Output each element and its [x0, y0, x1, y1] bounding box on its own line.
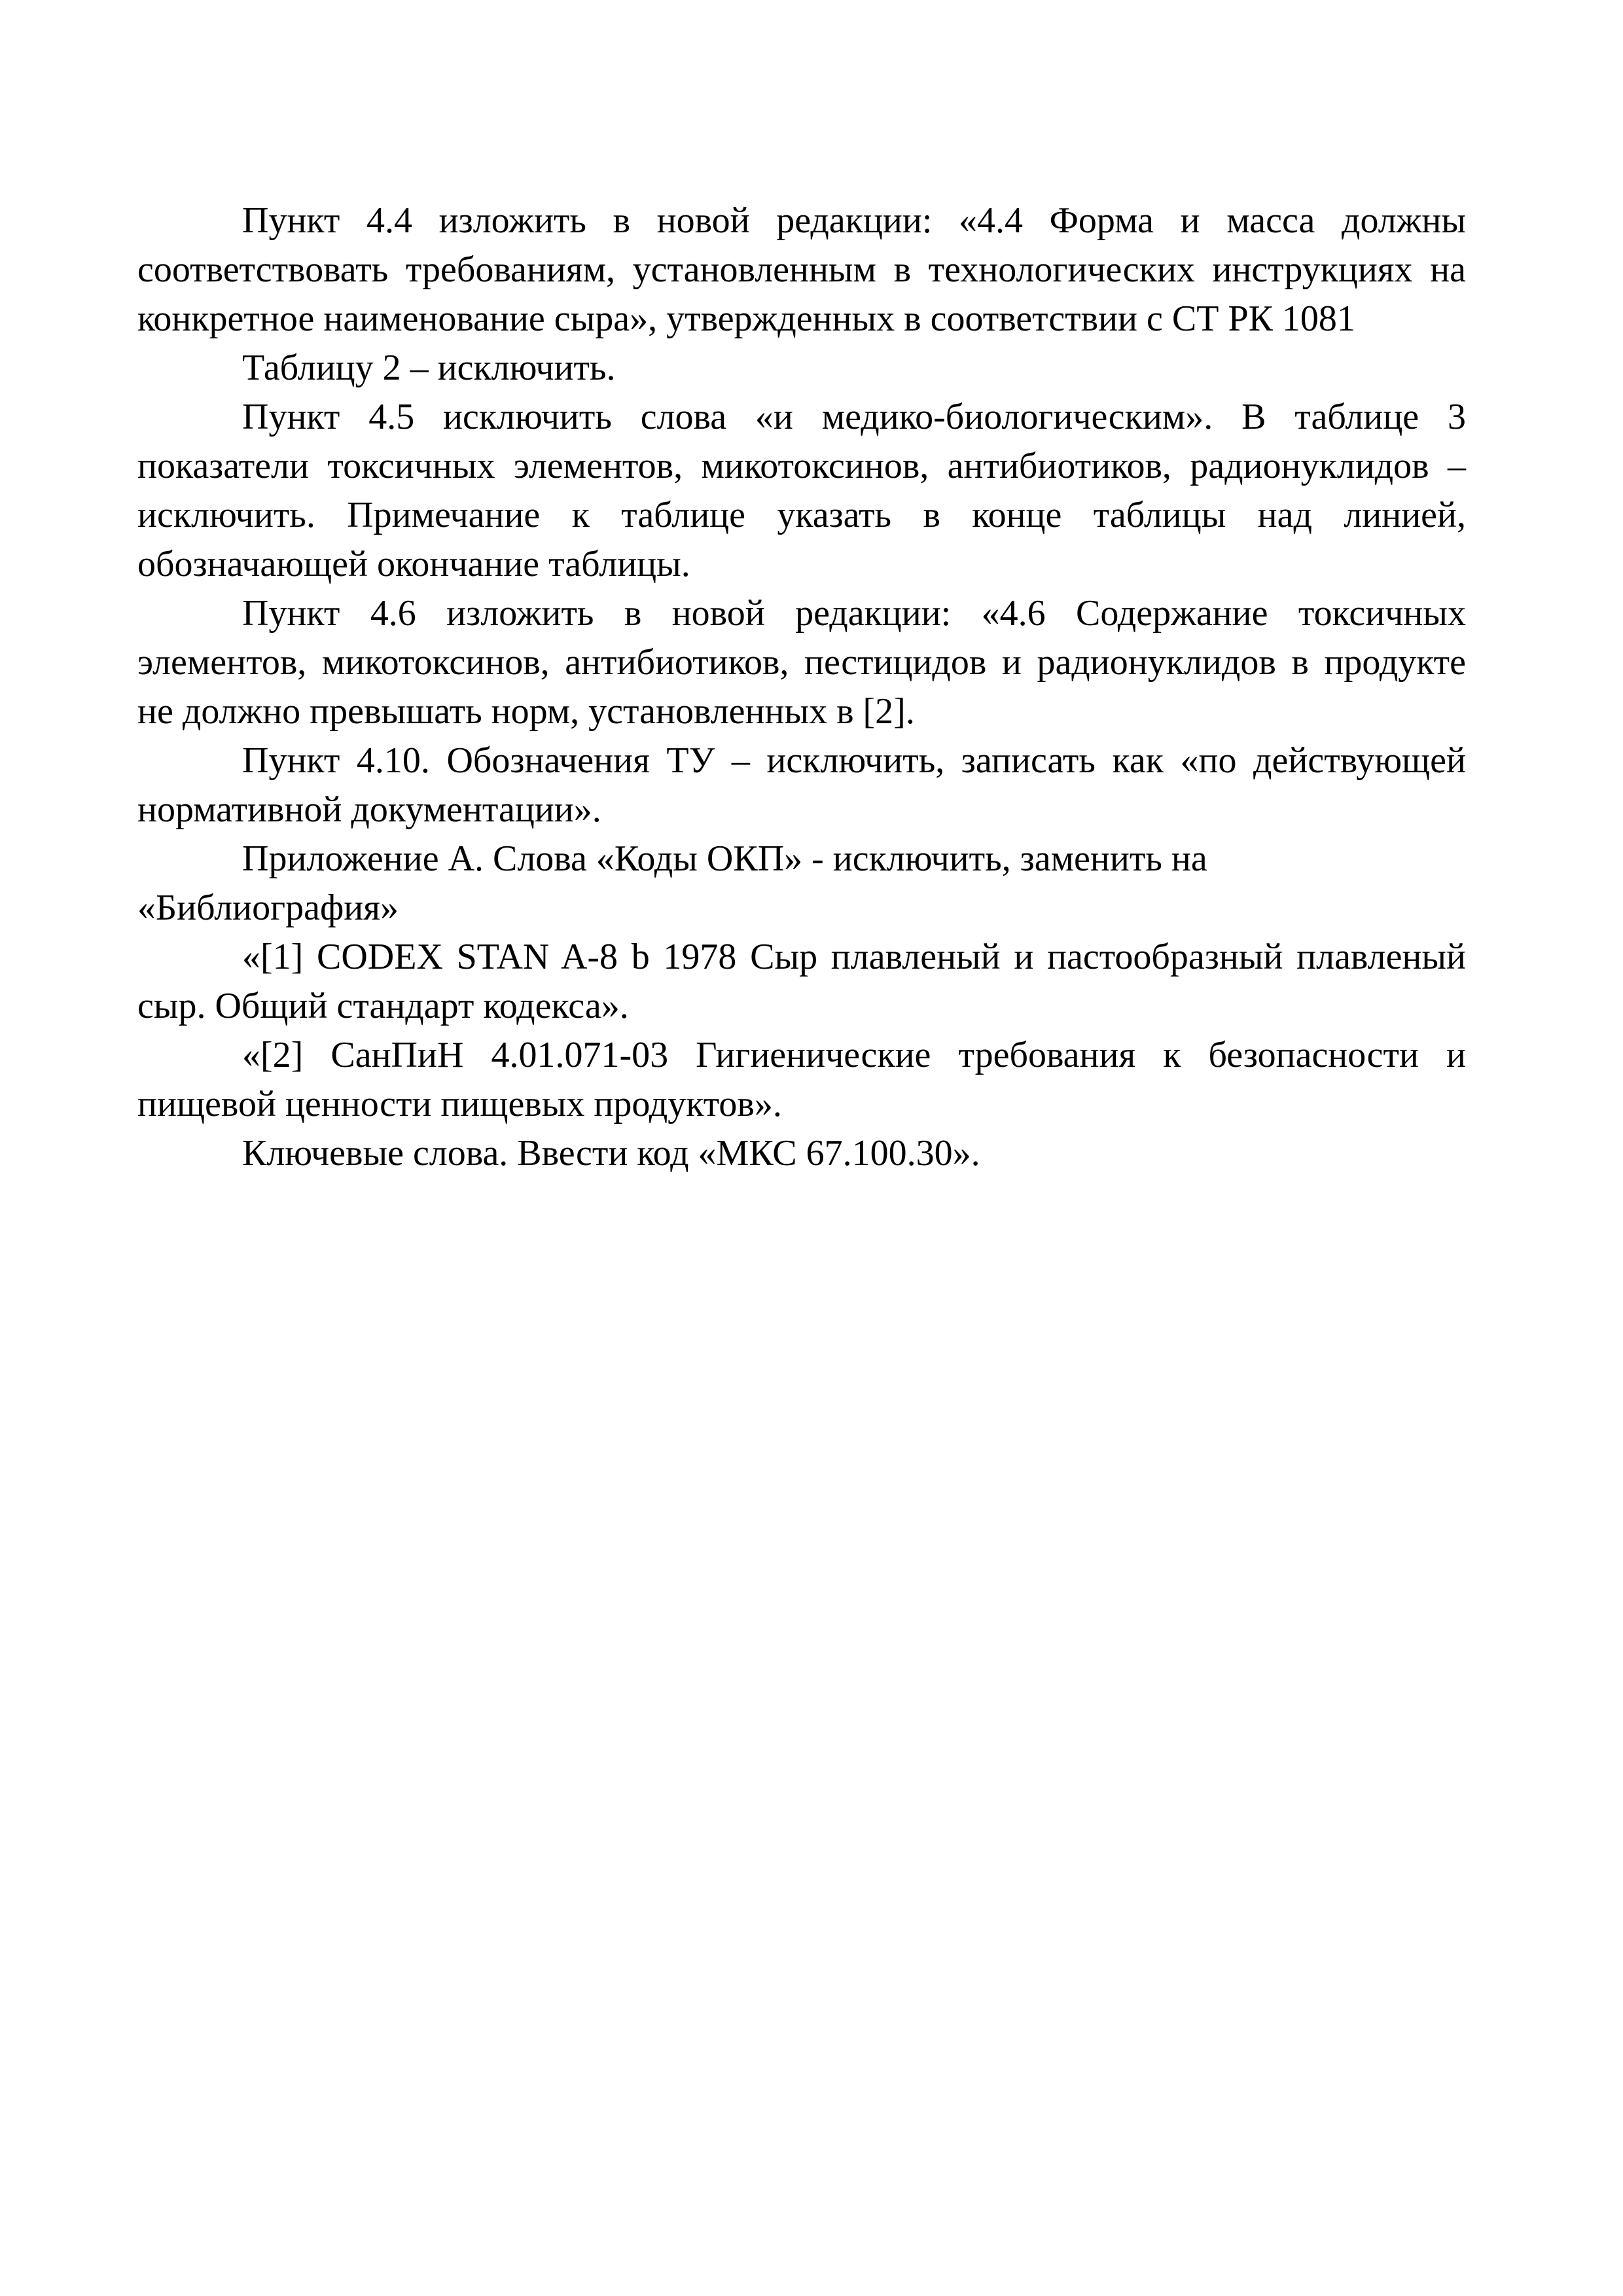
paragraph-item-4-4: Пункт 4.4 изложить в новой редакции: «4.4 Форма и масса должны соответствовать требованиям, установленным в технологических инструкциях на конкретное наименование сыра», утвержденных в соответствии с СТ РК 1081 — [137, 200, 1466, 339]
paragraph-item-4-10: Пункт 4.10. Обозначения ТУ – исключить, записать как «по действующей нормативной документации». — [137, 740, 1466, 830]
paragraph-reference-2: «[2] СанПиН 4.01.071-03 Гигиенические требования к безопасности и пищевой ценности пищевых продуктов». — [137, 1035, 1466, 1124]
paragraph-item-4-6: Пункт 4.6 изложить в новой редакции: «4.6 Содержание токсичных элементов, микотоксинов, антибиотиков, пестицидов и радионуклидов в продукте не должно превышать норм, установленных в [2]. — [137, 593, 1466, 732]
paragraph-table-2: Таблицу 2 – исключить. — [242, 348, 616, 388]
paragraph-item-4-5: Пункт 4.5 исключить слова «и медико-биологическим». В таблице 3 показатели токсичных элементов, микотоксинов, антибиотиков, радионуклидов – исключить. Примечание к таблице указать в конце таблицы над линией, обозначающей окончание таблицы. — [137, 397, 1466, 584]
paragraph-reference-1: «[1] CODEX STAN A-8 b 1978 Сыр плавленый и пастообразный плавленый сыр. Общий стандарт кодекса». — [137, 937, 1466, 1026]
document-body — [137, 196, 1466, 1178]
paragraph-keywords: Ключевые слова. Ввести код «МКС 67.100.30». — [242, 1133, 980, 1174]
paragraph-appendix-a: Приложение А. Слова «Коды ОКП» - исключить, заменить на «Библиография» — [137, 838, 1207, 928]
